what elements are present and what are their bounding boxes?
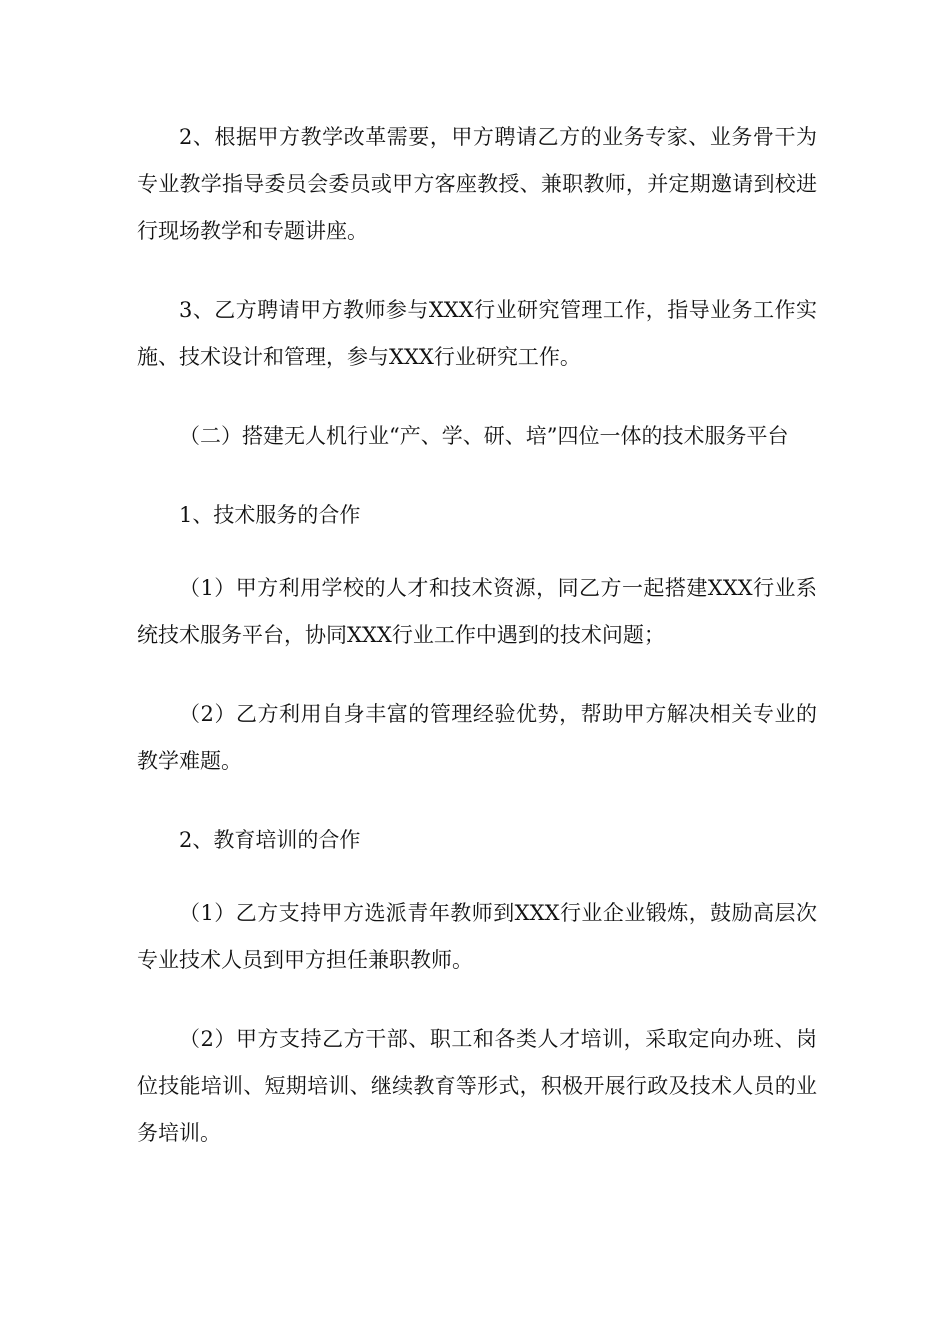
paragraph-technical-platform: （1）甲方利用学校的人才和技术资源，同乙方一起搭建XXX行业系统技术服务平台，协同XXX行业工作中遇到的技术问题； (137, 576, 817, 647)
paragraph-gap (137, 659, 817, 691)
paragraph-teacher-participation: 3、乙方聘请甲方教师参与XXX行业研究管理工作，指导业务工作实施、技术设计和管理，参与XXX行业研究工作。 (137, 298, 817, 369)
paragraph-gap (137, 460, 817, 492)
paragraph-expert-hiring: 2、根据甲方教学改革需要，甲方聘请乙方的业务专家、业务骨干为专业教学指导委员会委员或甲方客座教授、兼职教师，并定期邀请到校进行现场教学和专题讲座。 (137, 125, 817, 243)
paragraph-gap (137, 255, 817, 287)
paragraph-young-teachers: （1）乙方支持甲方选派青年教师到XXX行业企业锻炼，鼓励高层次专业技术人员到甲方担任兼职教师。 (137, 901, 817, 972)
section-heading-service-platform: （二）搭建无人机行业“产、学、研、培”四位一体的技术服务平台 (179, 424, 789, 448)
document-body (137, 114, 817, 1157)
subheading-technical-service: 1、技术服务的合作 (179, 503, 361, 527)
paragraph-gap (137, 864, 817, 890)
paragraph-management-experience: （2）乙方利用自身丰富的管理经验优势，帮助甲方解决相关专业的教学难题。 (137, 702, 817, 773)
paragraph-gap (137, 785, 817, 817)
subheading-education-training: 2、教育培训的合作 (179, 828, 361, 852)
paragraph-gap (137, 984, 817, 1016)
paragraph-staff-training: （2）甲方支持乙方干部、职工和各类人才培训，采取定向办班、岗位技能培训、短期培训、继续教育等形式，积极开展行政及技术人员的业务培训。 (137, 1027, 817, 1145)
paragraph-gap (137, 539, 817, 565)
paragraph-gap (137, 381, 817, 413)
